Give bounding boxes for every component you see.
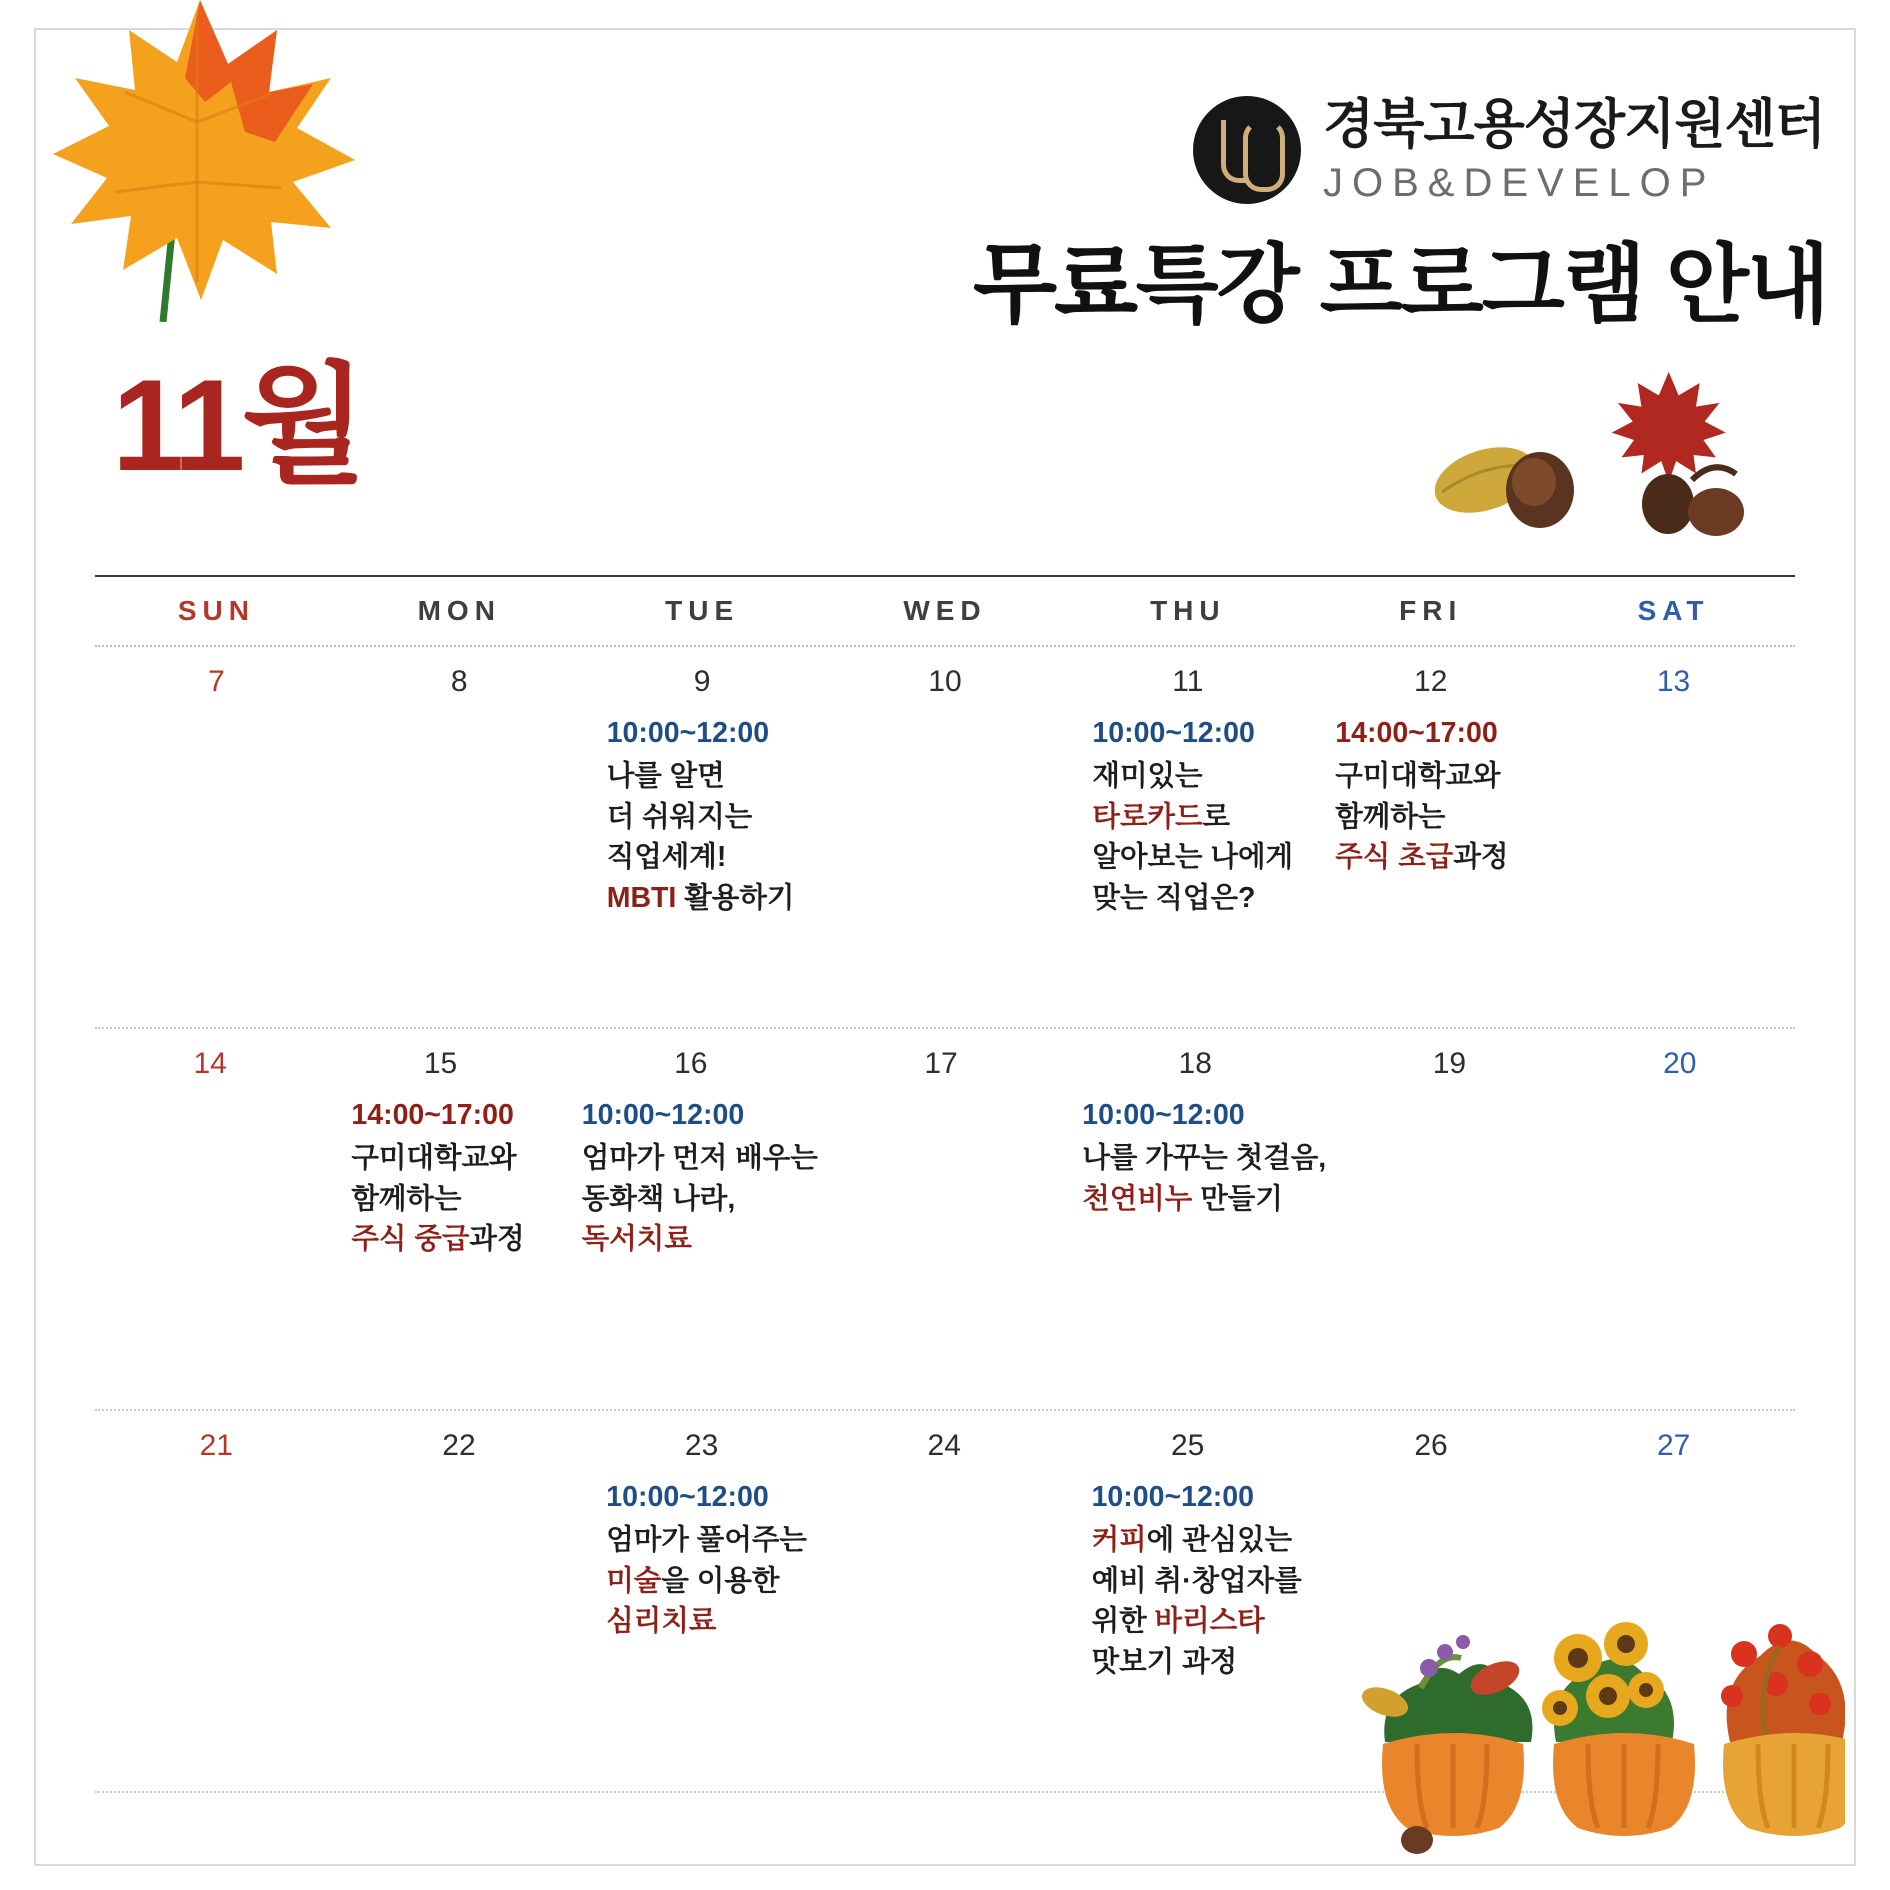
event-line [582, 1219, 818, 1259]
event-keyword: 타로카드 [1092, 800, 1203, 833]
weekday-tue: TUE [665, 595, 740, 626]
calendar-event[interactable] [1064, 1095, 1326, 1219]
day-number: 8 [450, 665, 468, 698]
weekday-mon: MON [417, 595, 501, 626]
event-line [606, 1561, 815, 1601]
event-line [1092, 837, 1301, 877]
calendar-day-cell[interactable] [325, 1029, 555, 1409]
event-text: 에 관심있는 [1146, 1524, 1293, 1557]
acorn-leaves-icon [1430, 370, 1760, 540]
event-time: 14:00~17:00 [1335, 717, 1498, 749]
event-line [582, 1138, 818, 1178]
event-line [1092, 1561, 1302, 1601]
calendar-day-cell[interactable] [1066, 647, 1309, 1027]
event-line [1092, 1642, 1302, 1682]
event-line [351, 1138, 547, 1178]
event-text: 직업세계! [606, 841, 727, 874]
day-number: 22 [442, 1429, 476, 1462]
event-keyword: 주식 초급 [1335, 841, 1454, 874]
event-text: 예비 취·창업자를 [1091, 1564, 1302, 1597]
event-text: 더 쉬워지는 [606, 800, 753, 833]
event-line [351, 1179, 547, 1219]
day-number: 18 [1178, 1047, 1212, 1080]
event-line [1092, 878, 1301, 918]
calendar-event[interactable] [564, 1095, 818, 1260]
event-line [607, 756, 816, 796]
event-line [606, 1520, 815, 1560]
calendar-day-cell [826, 1029, 1056, 1409]
event-time: 10:00~12:00 [606, 717, 770, 749]
event-time: 10:00~12:00 [1082, 1099, 1245, 1131]
event-line [1092, 756, 1301, 796]
event-keyword: 천연비누 [1082, 1182, 1193, 1215]
calendar-event[interactable] [589, 713, 816, 918]
event-line [1335, 797, 1544, 837]
event-keyword: MBTI [606, 881, 677, 914]
day-number: 17 [924, 1047, 958, 1080]
calendar-day-cell[interactable] [1066, 1411, 1310, 1791]
event-text: 함께하는 [1335, 800, 1446, 833]
event-text: 을 이용한 [661, 1564, 780, 1597]
weekday-sat: SAT [1637, 595, 1710, 626]
calendar-day-cell [824, 647, 1067, 1027]
calendar-weekday-header [95, 575, 1795, 647]
weekday-wed: WED [903, 595, 987, 626]
page-title-free: 무료 [973, 237, 1136, 333]
event-text: 엄마가 먼저 배우는 [581, 1142, 818, 1175]
event-text: 나를 알면 [606, 760, 725, 793]
day-number: 11 [1172, 665, 1204, 698]
event-text: 구미대학교와 [1335, 760, 1501, 793]
day-number: 15 [423, 1047, 458, 1080]
calendar-day-cell [1334, 1029, 1564, 1409]
event-time: 10:00~12:00 [581, 1099, 745, 1131]
event-text: 맞는 직업은? [1092, 881, 1256, 914]
event-text: 나를 가꾸는 첫걸음, [1082, 1142, 1327, 1175]
event-text: 위한 [1091, 1605, 1155, 1638]
calendar-day-cell[interactable] [556, 1029, 826, 1409]
calendar-day-cell[interactable] [1309, 647, 1552, 1027]
event-text: 동화책 나라, [581, 1182, 736, 1215]
day-number: 12 [1414, 665, 1448, 698]
event-text: 로 [1202, 800, 1231, 833]
event-time: 10:00~12:00 [1092, 717, 1255, 749]
jd-circle-logo-icon [1193, 96, 1301, 204]
calendar-week-row [95, 1029, 1795, 1411]
calendar-day-cell [1552, 647, 1795, 1027]
event-keyword: 바리스타 [1154, 1605, 1265, 1638]
day-number: 26 [1414, 1429, 1448, 1462]
event-text: 활용하기 [676, 881, 795, 914]
event-keyword: 커피 [1091, 1524, 1147, 1557]
calendar-event[interactable] [333, 1095, 547, 1260]
event-keyword: 독서치료 [581, 1223, 692, 1256]
calendar-day-cell [823, 1411, 1066, 1791]
event-keyword: 미술 [606, 1564, 662, 1597]
calendar-event[interactable] [1317, 713, 1544, 878]
day-number: 25 [1170, 1429, 1205, 1462]
brand-name-en: JOB&DEVELOP [1323, 160, 1716, 205]
event-line [1335, 837, 1544, 877]
calendar-day-cell [338, 647, 581, 1027]
page-title [973, 215, 1828, 339]
event-text: 함께하는 [351, 1182, 462, 1215]
event-text: 엄마가 풀어주는 [606, 1524, 807, 1557]
autumn-flower-pots-icon [1325, 1592, 1845, 1862]
event-time: 14:00~17:00 [351, 1099, 514, 1131]
event-line [607, 837, 816, 877]
calendar-event[interactable] [1074, 713, 1301, 918]
brand-name-kr: 경북고용성장지원센터 [1323, 94, 1825, 154]
event-line [1082, 1179, 1326, 1219]
calendar-event[interactable] [588, 1477, 815, 1642]
month-label: 11월 [112, 352, 364, 498]
event-keyword: 주식 중급 [351, 1223, 470, 1256]
calendar-week-row [95, 647, 1795, 1029]
calendar-event[interactable] [1074, 1477, 1302, 1682]
day-number: 10 [928, 665, 962, 698]
page-title-rest: 특강 프로그램 안내 [1135, 237, 1828, 333]
brand-lockup [1193, 96, 1825, 204]
event-text: 과정 [469, 1223, 525, 1256]
event-text: 과정 [1453, 841, 1509, 874]
calendar-day-cell[interactable] [580, 1411, 823, 1791]
calendar-day-cell [95, 647, 338, 1027]
event-text: 재미있는 [1092, 760, 1203, 793]
event-line [1092, 1520, 1302, 1560]
calendar-day-cell [95, 1029, 325, 1409]
day-number: 14 [193, 1047, 227, 1080]
calendar-day-cell[interactable] [1056, 1029, 1334, 1409]
event-time: 10:00~12:00 [606, 1481, 769, 1513]
event-keyword: 심리치료 [606, 1605, 717, 1638]
event-text: 구미대학교와 [351, 1142, 517, 1175]
day-number: 19 [1432, 1047, 1467, 1080]
event-line [582, 1179, 818, 1219]
day-number: 21 [199, 1429, 233, 1462]
day-number: 20 [1663, 1047, 1697, 1080]
day-number: 16 [674, 1047, 708, 1080]
event-line [1092, 1601, 1302, 1641]
event-line [351, 1219, 547, 1259]
day-number: 9 [693, 665, 711, 698]
event-time: 10:00~12:00 [1091, 1481, 1254, 1513]
poster-header [0, 0, 1890, 560]
day-number: 27 [1656, 1429, 1691, 1462]
event-line [1335, 756, 1544, 796]
calendar-day-cell [95, 1411, 338, 1791]
event-line [607, 878, 816, 918]
day-number: 23 [684, 1429, 719, 1462]
weekday-fri: FRI [1399, 595, 1463, 626]
event-line [1092, 797, 1301, 837]
event-line [1082, 1138, 1326, 1178]
event-text: 알아보는 나에게 [1092, 841, 1294, 874]
calendar-day-cell [338, 1411, 581, 1791]
event-line [606, 1601, 815, 1641]
day-number: 24 [927, 1429, 961, 1462]
calendar-day-cell[interactable] [581, 647, 824, 1027]
weekday-thu: THU [1150, 595, 1226, 626]
day-number: 13 [1656, 665, 1691, 698]
day-number: 7 [208, 665, 225, 698]
calendar-day-cell [1565, 1029, 1795, 1409]
weekday-sun: SUN [177, 595, 255, 626]
event-text: 맛보기 과정 [1091, 1645, 1238, 1678]
event-text: 만들기 [1192, 1182, 1283, 1215]
event-line [607, 797, 816, 837]
